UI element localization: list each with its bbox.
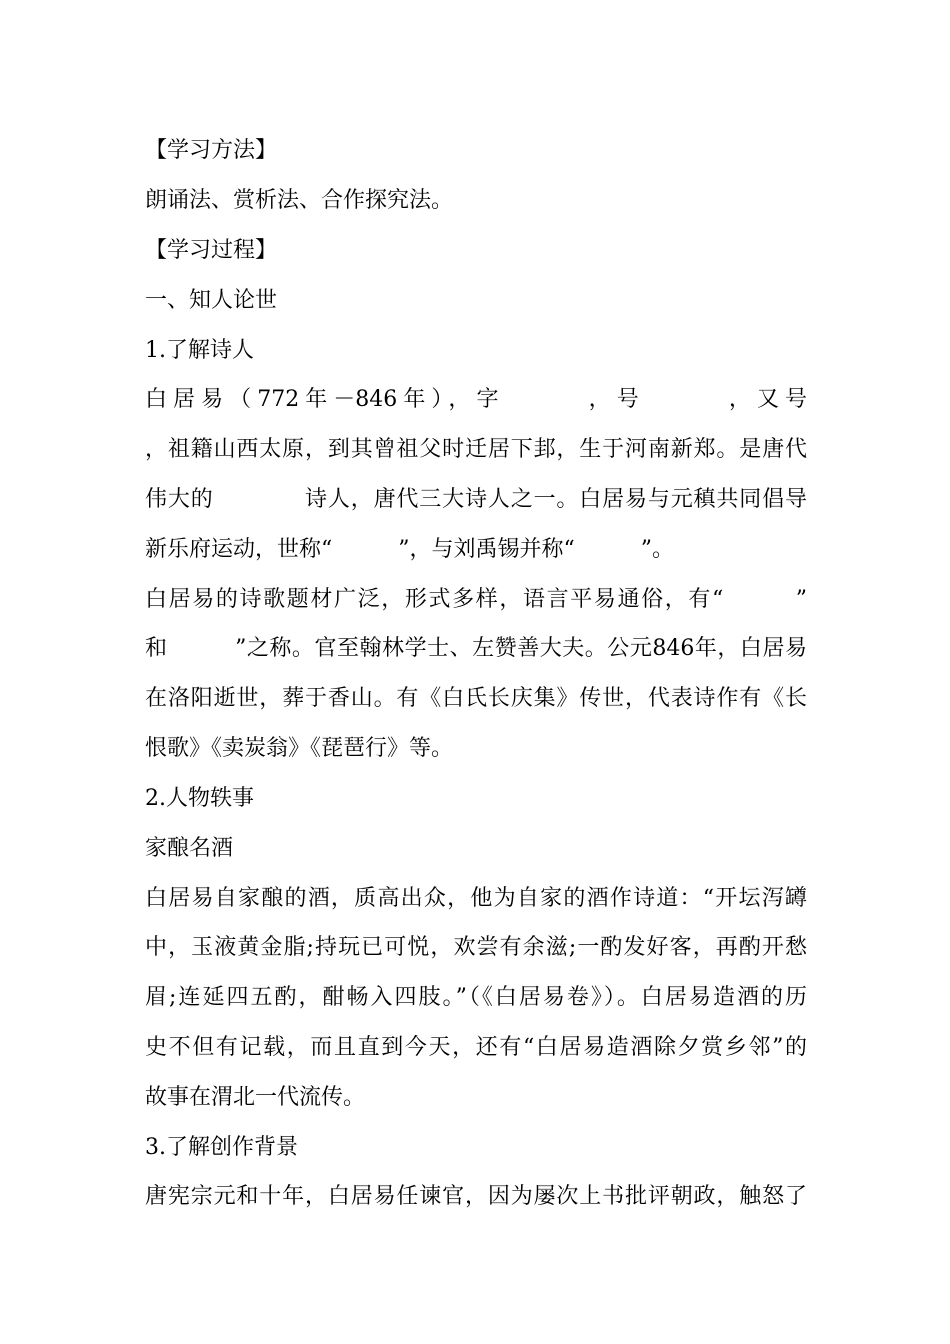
method-heading: 【学习方法】	[145, 138, 278, 163]
paragraph-line: 白居易（772年－846年），字 ，号 ，又号	[145, 387, 807, 412]
paragraph-line: 史不但有记载，而且直到今天，还有“白居易造酒除夕赏乡邻”的	[145, 1035, 807, 1060]
subsection-title-poet: 1.了解诗人	[145, 338, 254, 363]
paragraph-line: 中，玉液黄金脂;持玩已可悦，欢尝有余滋;一酌发好客，再酌开愁	[145, 935, 807, 960]
paragraph-line: 唐宪宗元和十年，白居易任谏官，因为屡次上书批评朝政，触怒了	[145, 1184, 807, 1209]
paragraph-line: ，祖籍山西太原，到其曾祖父时迁居下邽，生于河南新郑。是唐代	[145, 437, 807, 462]
subsection-title-background: 3.了解创作背景	[145, 1135, 298, 1160]
section-title: 一、知人论世	[145, 288, 278, 313]
paragraph-line: 恨歌》《卖炭翁》《琵琶行》等。	[145, 736, 454, 761]
paragraph-line: 故事在渭北一代流传。	[145, 1085, 366, 1110]
paragraph-line: 白居易的诗歌题材广泛，形式多样，语言平易通俗，有“ ”	[145, 587, 807, 612]
paragraph-line: 在洛阳逝世，葬于香山。有《白氏长庆集》传世，代表诗作有《长	[145, 686, 807, 711]
paragraph-line: 新乐府运动，世称“ ”，与刘禹锡并称“ ”。	[145, 537, 674, 562]
process-heading: 【学习过程】	[145, 238, 278, 263]
paragraph-line: 白居易自家酿的酒，质高出众，他为自家的酒作诗道：“开坛泻罇	[145, 886, 807, 911]
method-text: 朗诵法、赏析法、合作探究法。	[145, 188, 454, 213]
paragraph-line: 伟大的 诗人，唐代三大诗人之一。白居易与元稹共同倡导	[145, 487, 807, 512]
anecdote-title: 家酿名酒	[145, 836, 234, 861]
paragraph-line: 和 ”之称。官至翰林学士、左赞善大夫。公元846年，白居易	[145, 636, 807, 661]
paragraph-line: 眉;连延四五酌，酣畅入四肢。”（《白居易卷》）。白居易造酒的历	[145, 985, 807, 1010]
subsection-title-anecdote: 2.人物轶事	[145, 786, 254, 811]
